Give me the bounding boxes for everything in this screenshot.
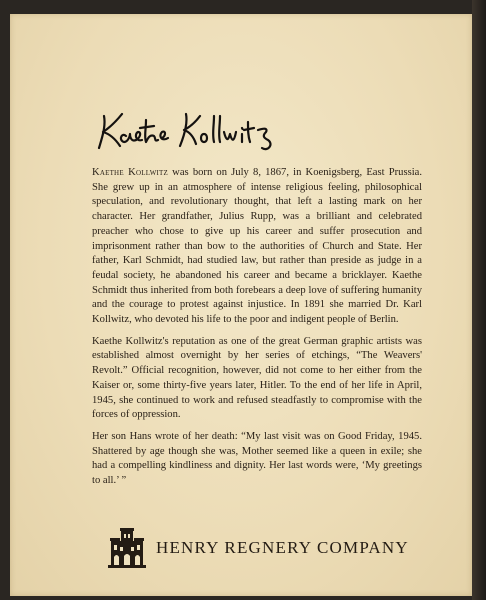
paragraph-3: Her son Hans wrote of her death: “My last visit was on Good Friday, 1945. Shattered by age though she was, Mother seemed like a queen in exile; she had a compelling kindliness and dignity. Her last words were, ‘My greetings to all.’ ”	[92, 430, 422, 487]
paragraph-1	[92, 166, 422, 328]
publisher-name: HENRY REGNERY COMPANY	[156, 538, 409, 557]
kollwitz-signature	[96, 106, 286, 154]
jacket-spine-edge	[472, 0, 486, 600]
jacket-back-page	[10, 14, 472, 596]
biography-text	[92, 166, 422, 496]
publisher-imprint	[106, 526, 409, 570]
paragraph-1-text: was born on July 8, 1867, in Koenigsberg, East Prussia. She grew up in an atmosphere of intense religious feeling, philosophical speculation, and revolutionary thought, that left a lasting mark on her character. Her grandfather, Julius Rupp, was a brilliant and celebrated preacher who chose to give up his career and suffer prosecution and imprisonment rather than bow to the authorities of Church and State. Her father, Karl Schmidt, had studied law, but rather than preside as judge in a feudal society, he abandoned his career and became a bricklayer. Kaethe Schmidt thus inherited from both forebears a deep love of suffering humanity and the courage to protest against injustice. In 1891 she married Dr. Karl Kollwitz, who devoted his life to the poor and indigent people of Berlin.	[92, 167, 422, 326]
gatehouse-logo-icon	[106, 526, 148, 570]
paragraph-2: Kaethe Kollwitz's reputation as one of the great German graphic artists was established almost overnight by her series of etchings, “The Weavers' Revolt.” Official recognition, however, did not come to her either from the Kaiser or, some thirty-five years later, Hitler. To the end of her life in April, 1945, she continued to work and refused steadfastly to compromise with the forces of oppression.	[92, 335, 422, 421]
intro-name: Kaethe Kollwitz	[92, 167, 168, 178]
